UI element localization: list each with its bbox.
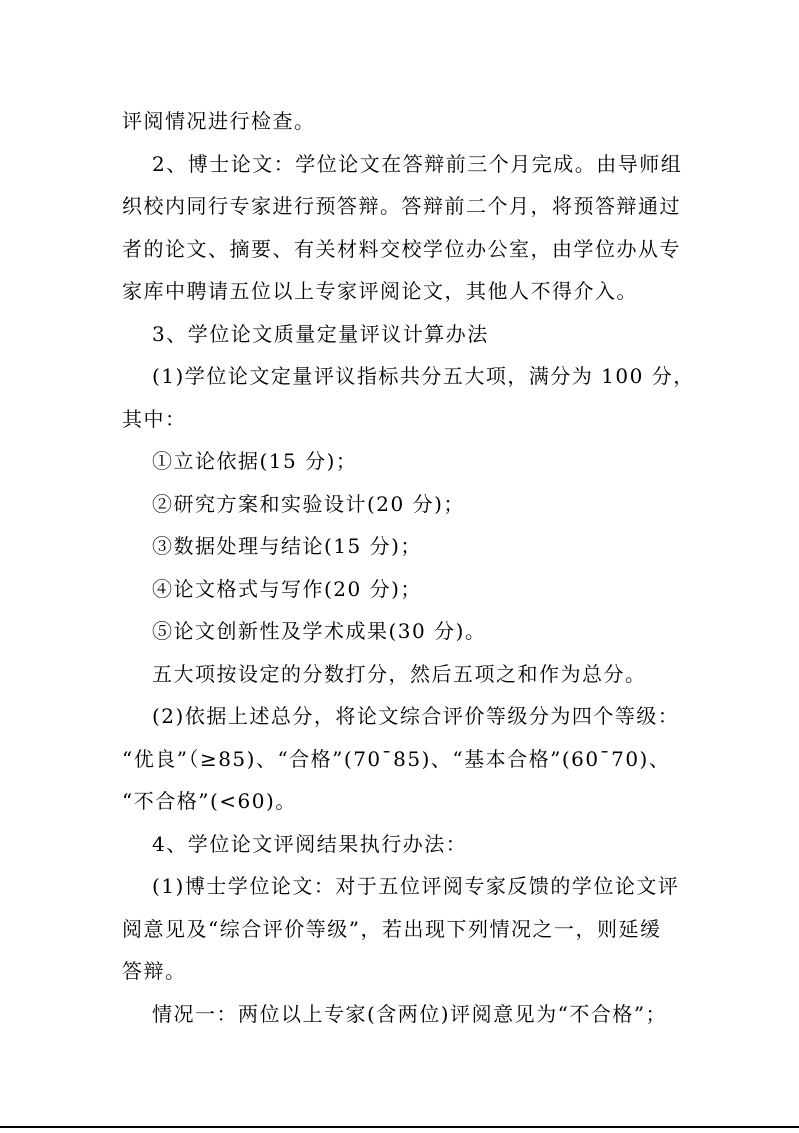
- text-line: 家库中聘请五位以上专家评阅论文，其他人不得介入。: [122, 279, 638, 303]
- section-4-heading: 4、学位论文评阅结果执行办法：: [152, 831, 468, 856]
- text-line: 阅意见及“综合评价等级”，若出现下列情况之一，则延缓: [122, 916, 662, 941]
- item-1-phd: (1)博士学位论文：对于五位评阅专家反馈的学位论文评: [152, 874, 680, 898]
- case-one: 情况一：两位以上专家(含两位)评阅意见为“不合格”；: [152, 1001, 668, 1026]
- section-2-phd-thesis: 2、博士论文：学位论文在答辩前三个月完成。由导师组: [152, 151, 683, 176]
- criterion-item: ②研究方案和实验设计(20 分)；: [152, 491, 465, 516]
- text-line: 织校内同行专家进行预答辩。答辩前二个月，将预答辩通过: [122, 194, 681, 218]
- criterion-item: ④论文格式与写作(20 分)；: [152, 576, 422, 601]
- criterion-item: ③数据处理与结论(15 分)；: [152, 534, 422, 558]
- grade-levels: “优良”（≥85)、“合格”(70¯85)、“基本合格”(60¯70)、: [122, 746, 671, 771]
- grade-levels: “不合格”(<60)。: [122, 789, 297, 813]
- document-body: [122, 100, 695, 1035]
- item-2-grades: (2)依据上述总分，将论文综合评价等级分为四个等级：: [152, 704, 680, 728]
- criterion-item: ⑤论文创新性及学术成果(30 分)。: [152, 619, 487, 643]
- text-line: 答辩。: [122, 959, 187, 983]
- scoring-note: 五大项按设定的分数打分，然后五项之和作为总分。: [152, 661, 647, 686]
- text-line: 其中：: [122, 406, 187, 431]
- criterion-item: ①立论依据(15 分)；: [152, 449, 358, 473]
- paragraph-continuation: 评阅情况进行检查。: [122, 109, 316, 133]
- item-1-indicators: (1)学位论文定量评议指标共分五大项，满分为 100 分，: [152, 364, 695, 388]
- page-bottom-border: [0, 1126, 799, 1128]
- section-3-heading: 3、学位论文质量定量评议计算办法: [152, 321, 489, 346]
- text-line: 者的论文、摘要、有关材料交校学位办公室，由学位办从专: [122, 236, 681, 261]
